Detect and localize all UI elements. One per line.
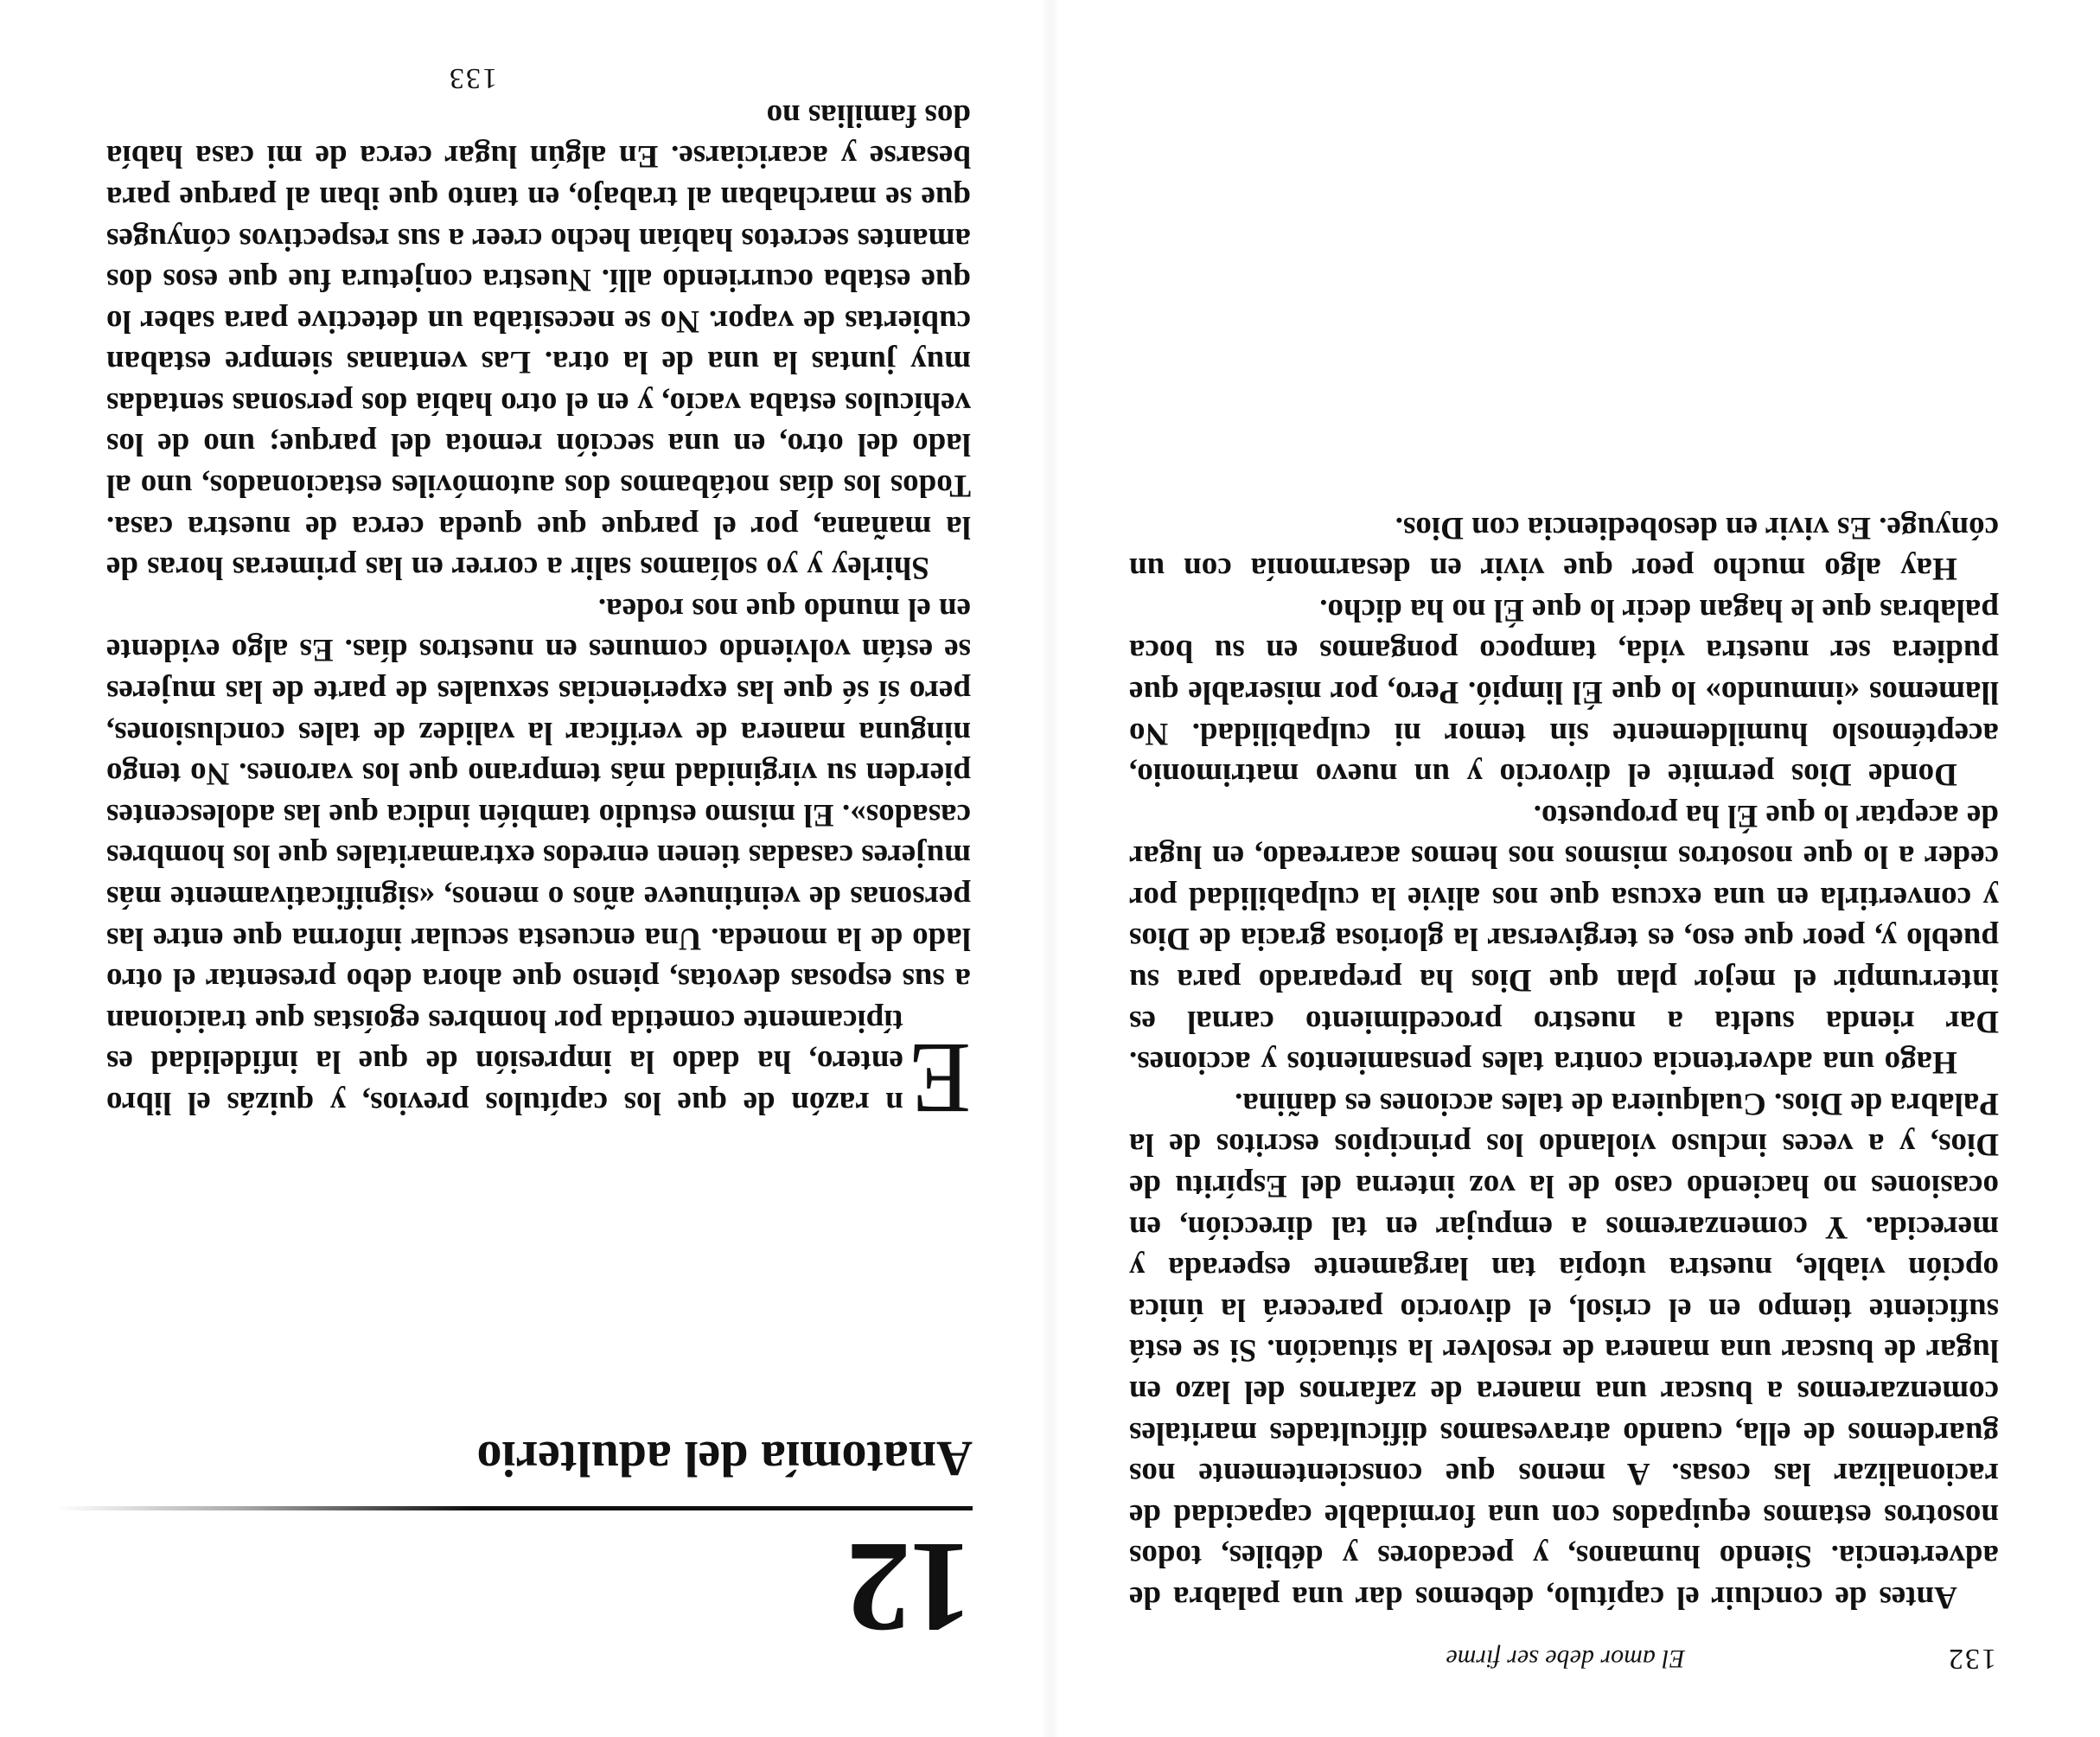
running-head: El amor debe ser firme: [1446, 1644, 1685, 1673]
chapter-rule: [56, 1506, 973, 1510]
chapter-title: Anatomía del adulterio: [476, 1431, 973, 1487]
paragraph-first: [106, 588, 971, 1135]
chapter-number: 12: [850, 1516, 973, 1659]
paragraph: Shirley y yo solíamos salir a correr en las primeras horas de la mañana, por el parque que queda cerca de nuestra casa. Todos los días notábamos dos automóviles estacionados, uno al lado del otro, en una sección remota del parque; uno de los vehículos estaba vacío, y en el otro había dos personas sentadas muy juntas la una de la otra. Las ventanas siempre estaban cubiertas de vapor. No se necesitaba un detective para saber lo que estaba ocurriendo allí. Nuestra conjetura fue que esos dos amantes secretos habían hecho creer a sus respectivos cónyuges que se marchaban al trabajo, en tanto que iban al parque para besarse y acariciarse. En algún lugar cerca de mi casa había dos familias no: [106, 97, 971, 586]
body-text: [1129, 507, 1999, 1618]
paragraph: Hago una advertencia contra tales pensamientos y acciones. Dar rienda suelta a nuestro procedimiento carnal es interrumpir el mejor plan que Dios ha preparado para su pueblo y, peor que eso, es tergiversar la gloriosa gracia de Dios y convertirla en una excusa que nos alivie la culpabilidad por ceder a lo que nosotros mismos nos hemos acarreado, en lugar de aceptar lo que Él ha propuesto.: [1129, 797, 1999, 1081]
page-number: 132: [1947, 1643, 1996, 1675]
page-number: 133: [448, 62, 497, 94]
paragraph-first-text: n razón de que los capítulos previos, y quizás el libro entero, ha dado la impresión de que la infidelidad es típicamente cometida por hombres egoístas que traicionan a sus esposas devotas, pienso que ahora debo presentar el otro lado de la moneda. Una encuesta secular informa que entre las personas de veintinueve años o menos, «significativamente más mujeres casadas tienen enredos extramaritales que los hombres casados». El mismo estudio también indica que las adolescentes pierden su virginidad más temprano que los varones. No tengo ninguna manera de verificar la validez de tales conclusiones, pero sí sé que las experiencias sexuales de parte de las mujeres se están volviendo comunes en nuestros días. Es algo evidente en el mundo que nos rodea.: [106, 591, 971, 1121]
paragraph: Antes de concluir el capítulo, debemos dar una palabra de advertencia. Siendo humanos, y pecadores y débiles, todos nosotros estamos equipados con una formidable capacidad de racionalizar las cosas. A menos que conscientemente nos guardemos de ella, cuando atravesamos dificultades maritales comenzaremos a buscar una manera de zafarnos del lazo en lugar de buscar una manera de resolver la situación. Si se está suficiente tiempo en el crisol, el divorcio parecerá la única opción viable, nuestra utopía tan largamente esperada y merecida. Y comenzaremos a empujar en tal dirección, en ocasiones no haciendo caso de la voz interna del Espíritu de Dios, y a veces incluso violando los principios escritos de la Palabra de Dios. Cualquiera de tales acciones es dañina.: [1129, 1085, 1999, 1615]
paragraph: Hay algo mucho peor que vivir en desarmonía con un cónyuge. Es vivir en desobediencia con Dios.: [1129, 509, 1999, 587]
drop-cap: E: [908, 1022, 971, 1135]
paragraph: Donde Dios permite el divorcio y un nuevo matrimonio, aceptémoslo humildemente sin temor ni culpabilidad. No llamemos «inmundo» lo que Él limpió. Pero, por miserable que pudiera ser nuestra vida, tampoco pongamos en su boca palabras que le hagan decir lo que Él no ha dicho.: [1129, 591, 1999, 793]
left-page: [1050, 0, 2100, 1737]
body-text: [106, 94, 971, 1135]
